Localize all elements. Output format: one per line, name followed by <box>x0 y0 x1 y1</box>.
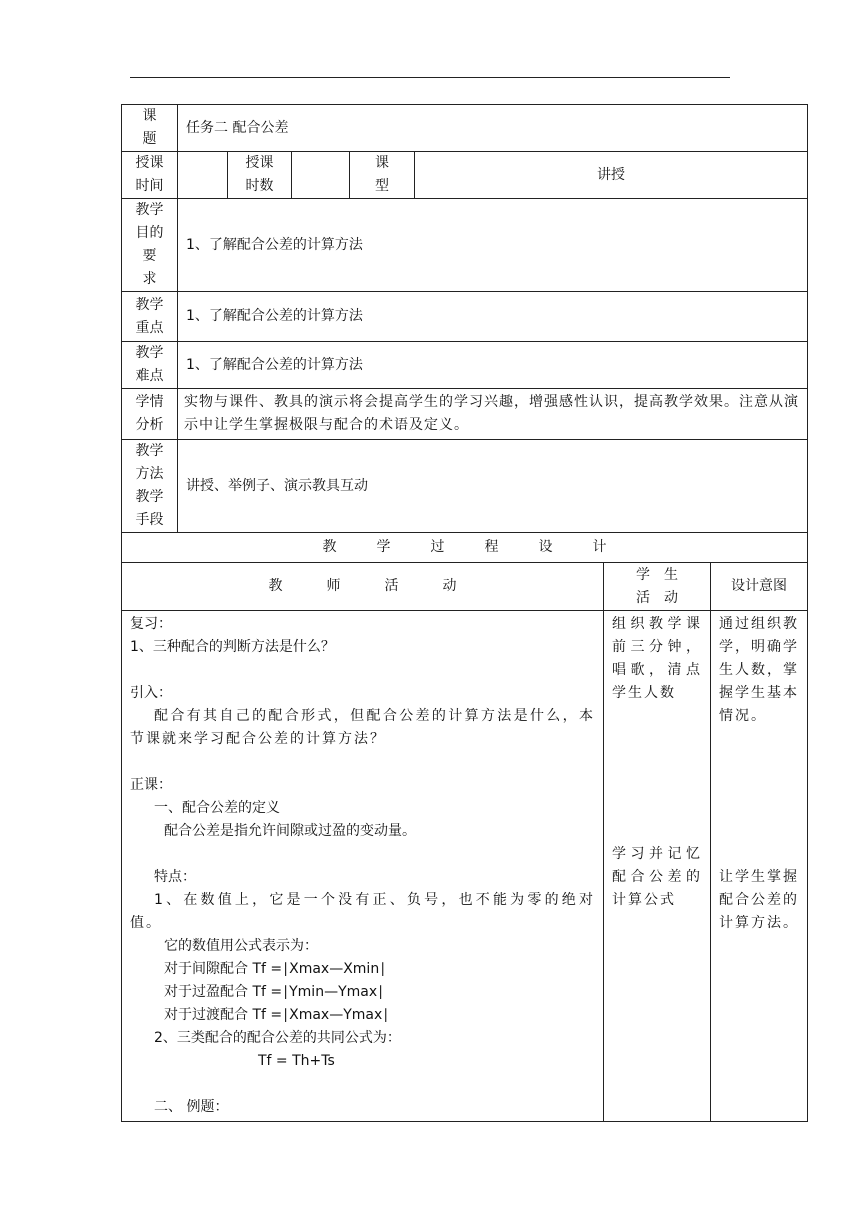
hours-value <box>292 152 350 199</box>
design-intent-1: 通过组织教学，明确学生人数，掌握学生基本情况。 <box>719 616 799 724</box>
method-label: 教学 方法 教学 手段 <box>122 440 178 533</box>
method-value: 讲授、举例子、演示教具互动 <box>178 440 808 533</box>
method-row <box>122 440 808 533</box>
main-title: 正课： <box>130 777 172 793</box>
intro-title: 引入： <box>130 685 172 701</box>
hours-label: 授课 时数 <box>228 152 292 199</box>
process-header-row <box>122 563 808 611</box>
schedule-row <box>122 152 808 199</box>
lesson-plan-table <box>121 104 808 1122</box>
time-label: 授课 时间 <box>122 152 178 199</box>
student-activity <box>604 611 711 1122</box>
analysis-label: 学情 分析 <box>122 389 178 440</box>
process-content-row <box>122 611 808 1122</box>
formula-common: Tf = Th+Ts <box>258 1053 335 1069</box>
analysis-row <box>122 389 808 440</box>
student-activity-header: 学 生 活 动 <box>604 563 711 611</box>
type-value: 讲授 <box>415 152 808 199</box>
section1-text: 配合公差是指允许间隙或过盈的变动量。 <box>164 823 416 839</box>
time-value <box>178 152 228 199</box>
difficulty-value: 1、了解配合公差的计算方法 <box>178 342 808 389</box>
teacher-activity-header: 教 师 活 动 <box>122 563 604 611</box>
topic-label: 课 题 <box>122 105 178 152</box>
features-title: 特点： <box>154 869 196 885</box>
analysis-value: 实物与课件、教具的演示将会提高学生的学习兴趣，增强感性认识，提高教学效果。注意从演示中让学生掌握极限与配合的术语及定义。 <box>178 389 808 440</box>
keypoint-row <box>122 292 808 342</box>
header-rule <box>130 77 730 78</box>
process-title-row <box>122 533 808 563</box>
feature-2: 2、三类配合的配合公差的共同公式为： <box>154 1030 401 1046</box>
formula-interference: 对于过盈配合 Tf =∣Ymin—Ymax∣ <box>164 984 385 1000</box>
design-intent <box>711 611 808 1122</box>
formula-transition: 对于过渡配合 Tf =∣Xmax—Ymax∣ <box>164 1007 390 1023</box>
review-question: 1、三种配合的判断方法是什么？ <box>130 639 335 655</box>
objective-row <box>122 199 808 292</box>
objective-label: 教学 目的 要 求 <box>122 199 178 292</box>
type-label: 课 型 <box>350 152 415 199</box>
formula-clearance: 对于间隙配合 Tf =∣Xmax—Xmin∣ <box>164 961 387 977</box>
difficulty-row <box>122 342 808 389</box>
feature-1: 1、在数值上，它是一个没有正、负号，也不能为零的绝对值。 <box>130 892 595 931</box>
student-activity-1: 组织教学课前三分钟，唱歌，清点学生人数 <box>612 616 702 701</box>
keypoint-value: 1、了解配合公差的计算方法 <box>178 292 808 342</box>
student-activity-2: 学习并记忆配合公差的计算公式 <box>612 846 702 908</box>
teacher-activity <box>122 611 604 1122</box>
formula-intro: 它的数值用公式表示为： <box>164 938 318 954</box>
difficulty-label: 教学 难点 <box>122 342 178 389</box>
objective-value: 1、了解配合公差的计算方法 <box>178 199 808 292</box>
intro-text: 配合有其自己的配合形式，但配合公差的计算方法是什么，本节课就来学习配合公差的计算方法？ <box>130 708 595 747</box>
topic-row <box>122 105 808 152</box>
design-intent-header: 设计意图 <box>711 563 808 611</box>
review-title: 复习： <box>130 616 172 632</box>
design-intent-2: 让学生掌握配合公差的计算方法。 <box>719 869 799 931</box>
section1-title: 一、配合公差的定义 <box>154 800 280 816</box>
process-title: 教 学 过 程 设 计 <box>122 533 808 563</box>
topic-value: 任务二 配合公差 <box>178 105 808 152</box>
section2-title: 二、 例题： <box>154 1099 229 1115</box>
keypoint-label: 教学 重点 <box>122 292 178 342</box>
